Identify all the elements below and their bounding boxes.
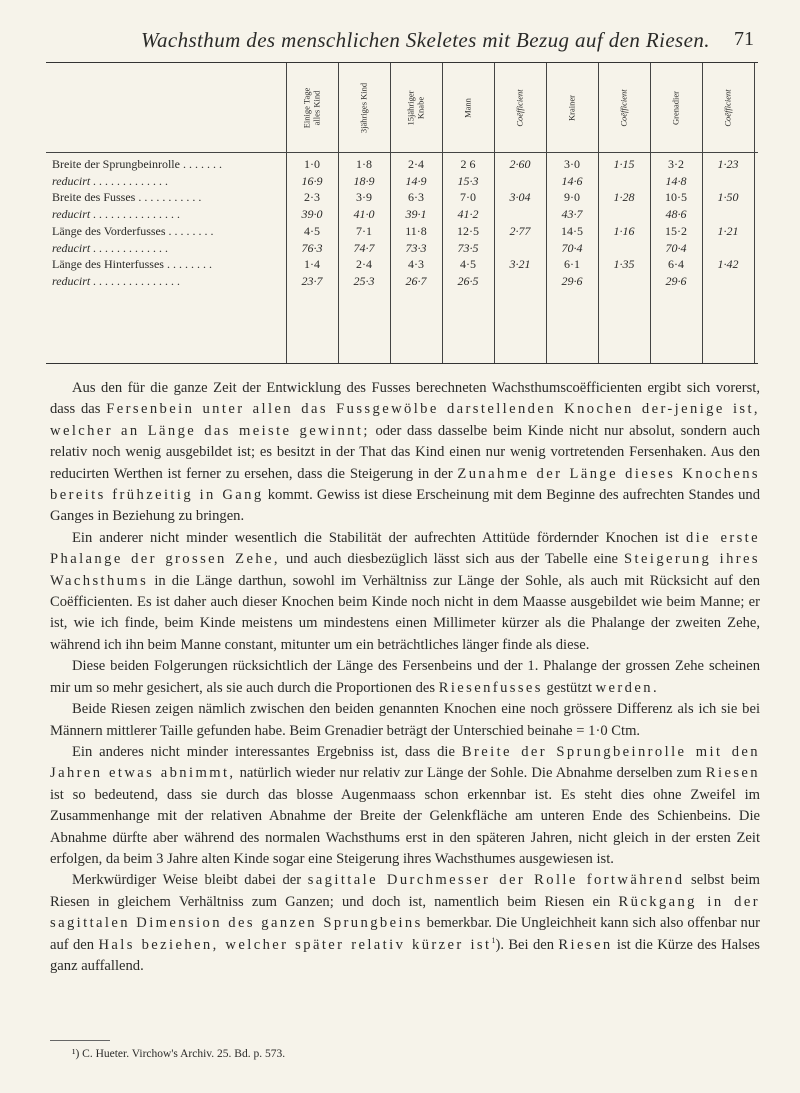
- table-cell: 70·4: [665, 240, 687, 255]
- table-cell: 15·2: [665, 223, 687, 238]
- p6-text-g: ). Bei den: [495, 936, 555, 953]
- table-cell: 7·0: [460, 190, 476, 205]
- p3-text-c: gestützt: [546, 679, 592, 696]
- table-cell: 11·8: [405, 223, 427, 238]
- table-cell: 15·3: [457, 173, 479, 188]
- table-cell: 2·4: [356, 257, 372, 272]
- p6-text-c: selbst beim Riesen in gleichem Verhältniss zum Ganzen; und doch ist, namentlich beim Riesen ein: [50, 872, 761, 910]
- p1-text-c: oder dass dasselbe beim Kinde nicht nur absolut, sondern auch relativ noch wenig ausgebildet ist; es besitzt in der That das Kind einen nur wenig vortretenden Fersenhaken. Aus den reducirten Werthen ist ferner zu ersehen, dass die Steigerung in der: [50, 422, 760, 482]
- p5-text-e: ist so bedeutend, dass sie durch das blosse Augenmaass schon erkennbar ist. Es steht dies ohne Zweifel im Zusammenhange mit der relativen Abnahme der Breite der Gelenkfläche am unteren Ende des Schienbeins. Die Abnahme dürfte aber während des normalen Wachsthums erst in den späteren Jahren, nicht gleich in der ersten Zeit erfolgen, da beim 3 Jahre alten Kinde sogar eine Steigerung ihres Wachsthumes ausgewiesen ist.: [50, 786, 760, 867]
- column-header-label: Coëfficient: [514, 89, 525, 127]
- table-row: [46, 256, 758, 272]
- column-header: [290, 67, 334, 149]
- paragraph-3: [50, 656, 760, 699]
- table-cell: 7·1: [356, 223, 372, 238]
- p3-spaced-d: werden.: [595, 679, 660, 696]
- table-cell: 2·4: [408, 157, 424, 171]
- p1-text-e: kommt. Gewiss ist diese Erscheinung mit dem Beginne des aufrechten Standes und Ganges in Beziehung zu bringen.: [50, 487, 760, 525]
- table-cell: 1·0: [304, 157, 320, 171]
- p2-text-c: und auch diesbezüglich lässt sich aus der Tabelle eine: [285, 551, 618, 568]
- table-cell: 39·0: [301, 207, 323, 222]
- p2-text-e: in die Länge darthun, sowohl im Verhältniss zur Länge der Sohle, als auch mit Rücksicht auf den Coëfficienten. Es ist daher auch dieser Knochen beim Kinde noch nicht in dem Maasse ausgebildet wie beim Manne; er ist, wie ich finde, beim Kinde meistens um mindestens einen Millimeter kürzer als die Phalange der zweiten Zehe, während ich ihn beim Manne constant, mitunter um ein beträchtliches länger finde als diese.: [50, 572, 760, 653]
- column-header: [602, 67, 646, 149]
- p6-text-i: ist die Kürze des Halses ganz auffallend.: [50, 936, 760, 974]
- column-header: [446, 67, 490, 149]
- p2-spaced-d: Steigerung ihres Wachsthums: [50, 551, 761, 589]
- table-cell: 26·5: [457, 273, 479, 288]
- table-cell: 4·5: [304, 223, 320, 238]
- table-cell: 3·21: [509, 257, 531, 272]
- paragraph-2: [50, 528, 760, 656]
- table-cell: 2·60: [509, 157, 531, 171]
- table-row: [46, 189, 758, 205]
- table-cell: 1·15: [613, 157, 635, 171]
- p2-spaced-b: die erste Phalange der grossen Zehe,: [50, 529, 760, 568]
- table-cell: 18·9: [353, 173, 375, 188]
- p6-spaced-h: Riesen: [558, 936, 613, 953]
- row-label: Breite des Fusses . . . . . . . . . . .: [52, 190, 202, 205]
- column-header-label: Einige Tage alles Kind: [301, 87, 321, 129]
- table-row: [46, 273, 758, 289]
- row-label: Länge des Hinterfusses . . . . . . . .: [52, 257, 212, 272]
- table-cell: 12·5: [457, 223, 479, 238]
- table-cell: 6·4: [668, 257, 684, 272]
- column-header: [394, 67, 438, 149]
- column-header: [706, 67, 750, 149]
- table-cell: 4·3: [408, 257, 424, 272]
- p5-spaced-d: Riesen: [705, 765, 760, 782]
- table-cell: 3·2: [668, 157, 684, 171]
- table-row: [46, 240, 758, 256]
- column-header: [654, 67, 698, 149]
- table-cell: 2 6: [460, 157, 476, 171]
- table-cell: 1·50: [717, 190, 739, 205]
- p2-text-a: Ein anderer nicht minder wesentlich die Stabilität der aufrechten Attitüde fördernder Knochen ist: [72, 529, 679, 546]
- table-cell: 41·0: [353, 207, 375, 222]
- column-header-label: Krainer: [566, 95, 577, 121]
- table-cell: 23·7: [301, 273, 323, 288]
- table-cell: 1·8: [356, 157, 372, 171]
- table-cell: 29·6: [665, 273, 687, 288]
- p1-spaced-b: Fersenbein unter allen das Fussgewölbe darstellenden Knochen der-jenige ist, welcher an Länge das meiste gewinnt;: [50, 401, 760, 439]
- paragraph-6: [50, 870, 760, 977]
- table-cell: 10·5: [665, 190, 687, 205]
- column-header: [550, 67, 594, 149]
- p4-text-a: Beide Riesen zeigen nämlich zwischen den beiden genannten Knochen eine noch grössere Differenz als ich sie bei Männern mittlerer Taille gefunden habe. Beim Grenadier beträgt der Unterschied beinahe = 1·0 Ctm.: [50, 701, 760, 739]
- p6-text-a: Merkwürdiger Weise bleibt dabei der: [72, 872, 302, 889]
- table-cell: 1·23: [717, 157, 739, 171]
- header-rule: [46, 152, 758, 153]
- table-cell: 43·7: [561, 207, 583, 222]
- body-text: [50, 378, 760, 977]
- table-cell: 74·7: [353, 240, 375, 255]
- table-cell: 76·3: [301, 240, 323, 255]
- table-cell: 1·28: [613, 190, 635, 205]
- column-header-label: Mann: [462, 98, 473, 118]
- table-cell: 2·77: [509, 223, 531, 238]
- column-header-label: 3jähriges Kind: [358, 82, 369, 134]
- table-cell: 16·9: [301, 173, 323, 188]
- row-label: Breite der Sprungbeinrolle . . . . . . .: [52, 157, 222, 171]
- table-row: [46, 173, 758, 189]
- table-cell: 41·2: [457, 207, 479, 222]
- table-cell: 73·3: [405, 240, 427, 255]
- p3-text-a: Diese beiden Folgerungen rücksichtlich der Länge des Fersenbeins und der 1. Phalange der grossen Zehe scheinen mir um so mehr gesichert, als sie auch durch die Proportionen des: [50, 658, 760, 696]
- table-row: [46, 206, 758, 222]
- column-header: [342, 67, 386, 149]
- table-cell: 3·04: [509, 190, 531, 205]
- table-cell: 14·6: [561, 173, 583, 188]
- p5-spaced-b: Breite der Sprungbeinrolle mit den Jahren etwas abnimmt,: [50, 743, 760, 782]
- row-label: reducirt . . . . . . . . . . . . . . .: [52, 273, 181, 288]
- footnote-ref[interactable]: 1: [491, 935, 496, 945]
- table-cell: 26·7: [405, 273, 427, 288]
- table-cell: 73·5: [457, 240, 479, 255]
- p1-text-a: Aus den für die ganze Zeit der Entwicklung des Fusses berechneten Wachsthumscoëfficienten ergibt sich vorerst, dass das: [50, 380, 760, 418]
- row-label: Länge des Vorderfusses . . . . . . . .: [52, 223, 214, 238]
- table-cell: 1·42: [717, 257, 739, 272]
- row-label: reducirt . . . . . . . . . . . . .: [52, 173, 169, 188]
- table-cell: 14·5: [561, 223, 583, 238]
- table-cell: 70·4: [561, 240, 583, 255]
- p3-spaced-b: Riesenfusses: [438, 679, 543, 696]
- table-cell: 4·5: [460, 257, 476, 272]
- table-cell: 2·3: [304, 190, 320, 205]
- page-number: 71: [734, 28, 754, 50]
- table-cell: 14·9: [405, 173, 427, 188]
- table-cell: 1·21: [717, 223, 739, 238]
- table-cell: 48·6: [665, 207, 687, 222]
- p1-spaced-d: Zunahme der Länge dieses Knochens bereits frühzeitig in Gang: [50, 465, 760, 504]
- p6-spaced-d: Rückgang in der sagittalen Dimension des ganzen Sprungbeins: [50, 893, 760, 932]
- p5-text-a: Ein anderes nicht minder interessantes Ergebniss ist, dass die: [72, 743, 455, 760]
- table-cell: 1·35: [613, 257, 635, 272]
- table-cell: 6·3: [408, 190, 424, 205]
- growth-table: [46, 62, 758, 364]
- table-cell: 1·4: [304, 257, 320, 272]
- table-cell: 9·0: [564, 190, 580, 205]
- p6-text-e: bemerkbar. Die Ungleichheit kann sich also offenbar nur auf den: [50, 915, 760, 953]
- table-row: [46, 223, 758, 239]
- row-label: reducirt . . . . . . . . . . . . .: [52, 240, 169, 255]
- column-header-label: Coëfficient: [722, 89, 733, 127]
- table-row: [46, 156, 758, 172]
- column-header-label: Coëfficient: [618, 89, 629, 127]
- column-header-label: Grenadier: [670, 91, 681, 125]
- column-header-label: 15jähriger Knabe: [405, 90, 425, 126]
- paragraph-1: [50, 378, 760, 528]
- running-title: Wachsthum des menschlichen Skeletes mit Bezug auf den Riesen.: [141, 28, 710, 52]
- p5-text-c: natürlich wieder nur relativ zur Länge der Sohle. Die Abnahme derselben zum: [239, 765, 702, 782]
- table-cell: 25·3: [353, 273, 375, 288]
- p6-spaced-b: sagittale Durchmesser der Rolle fortwährend: [307, 872, 685, 889]
- footnote: ¹) C. Hueter. Virchow's Archiv. 25. Bd. p. 573.: [72, 1048, 286, 1060]
- table-cell: 3·9: [356, 190, 372, 205]
- p6-spaced-f: Hals beziehen, welcher später relativ kürzer ist: [98, 936, 492, 953]
- footnote-rule: [50, 1040, 110, 1041]
- table-cell: 1·16: [613, 223, 635, 238]
- table-cell: 6·1: [564, 257, 580, 272]
- paragraph-4: [50, 699, 760, 742]
- table-cell: 29·6: [561, 273, 583, 288]
- column-header: [498, 67, 542, 149]
- table-cell: 3·0: [564, 157, 580, 171]
- table-cell: 39·1: [405, 207, 427, 222]
- paragraph-5: [50, 742, 760, 870]
- table-cell: 14·8: [665, 173, 687, 188]
- running-head: [46, 28, 754, 52]
- row-label: reducirt . . . . . . . . . . . . . . .: [52, 207, 181, 222]
